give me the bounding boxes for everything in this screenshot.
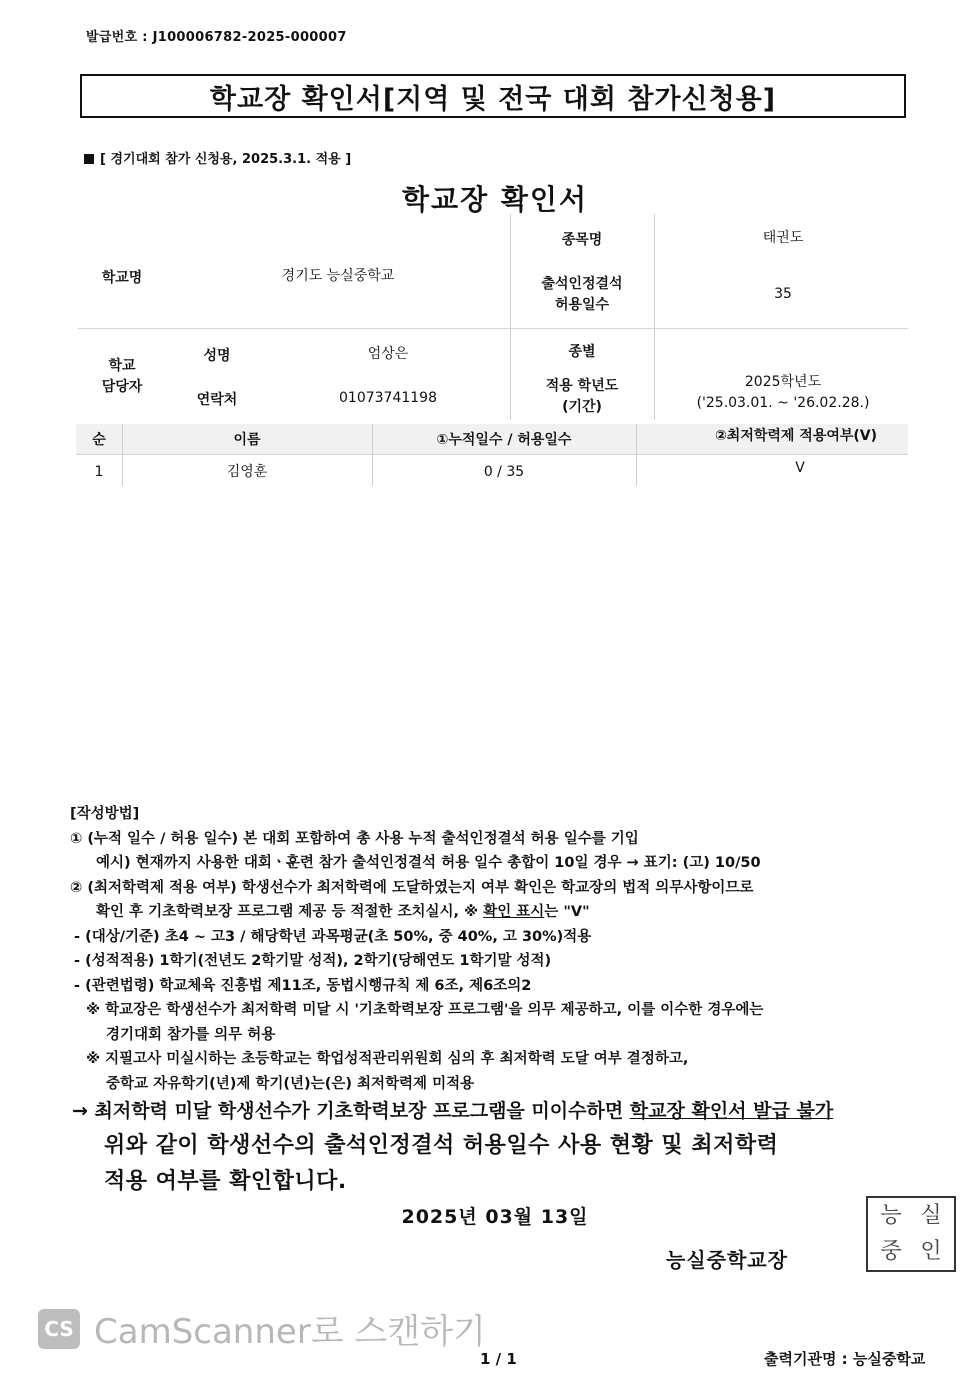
subnote-text: [ 경기대회 참가 신청용, 2025.3.1. 적용 ] <box>100 152 352 167</box>
guide-line: ※ 학교장은 학생선수가 최저학력 미달 시 '기초학력보장 프로그램'을 의무 제공하고, 이를 이수한 경우에는 <box>86 1002 764 1018</box>
divider <box>78 328 908 329</box>
subnote <box>84 148 351 167</box>
year-value: 2025학년도 ('25.03.01. ~ '26.02.28.) <box>696 374 870 411</box>
guide-line: → 최저학력 미달 학생선수가 기초학력보장 프로그램을 미이수하면 학교장 확인서 발급 불가 <box>72 1100 834 1122</box>
seal-stamp-icon: 능 실 중 인 <box>866 1196 956 1272</box>
issue-number: 발급번호 : J100006782-2025-000007 <box>86 30 347 45</box>
student-list-table <box>76 424 908 486</box>
contact-label: 연락처 <box>196 392 238 408</box>
guide-heading: [작성방법] <box>70 806 140 822</box>
watermark-text: CamScanner로 스캔하기 <box>94 1312 486 1352</box>
row-no: 1 <box>94 464 104 480</box>
document-title: 학교장 확인서 <box>401 183 589 216</box>
guide-line: - (성적적용) 1학기(전년도 2학기말 성적), 2학기(당해연도 1학기말 성적) <box>74 953 552 969</box>
manager-label: 학교 담당자 <box>101 358 143 395</box>
signer: 능실중학교장 <box>666 1248 788 1272</box>
guide-line: ② (최저학력제 적용 여부) 학생선수가 최저학력에 도달하였는지 여부 확인은 학교장의 법적 의무사항이므로 <box>70 879 754 896</box>
school-label: 학교명 <box>101 270 143 286</box>
guide-line: ① (누적 일수 / 허용 일수) 본 대회 포함하여 총 사용 누적 출석인정결석 허용 일수를 기입 <box>70 830 639 847</box>
row-check: V <box>795 460 805 476</box>
allowed-days-label: 출석인정결석 허용일수 <box>541 276 623 313</box>
school-value: 경기도 능실중학교 <box>281 268 395 284</box>
row-name: 김영훈 <box>226 464 268 480</box>
guide-line: - (관련법령) 학교체육 진흥법 제11조, 동법시행규칙 제 6조, 제6조의2 <box>74 977 532 994</box>
name-label: 성명 <box>203 348 231 364</box>
contact-value: 01073741198 <box>339 390 437 406</box>
guide-line: 예시) 현재까지 사용한 대회ㆍ훈련 참가 출석인정결석 허용 일수 총합이 10일 경우 → 표기: (고) 10/50 <box>96 855 761 871</box>
col-header-check: ②최저학력제 적용여부(V) <box>714 428 878 444</box>
square-bullet-icon <box>84 154 94 164</box>
writing-guide <box>70 802 950 1126</box>
row-days: 0 / 35 <box>483 464 525 480</box>
level-label: 종별 <box>568 344 596 360</box>
col-header-name: 이름 <box>233 432 261 448</box>
divider <box>654 214 655 420</box>
divider <box>76 454 908 455</box>
col-header-no: 순 <box>92 432 106 448</box>
guide-line: - (대상/기준) 초4 ~ 고3 / 해당학년 과목평균(초 50%, 중 40%, 고 30%)적용 <box>74 928 592 945</box>
info-table <box>78 214 908 420</box>
guide-line: 경기대회 참가를 의무 허용 <box>106 1026 276 1043</box>
camscanner-watermark <box>38 1304 486 1353</box>
header-title: 학교장 확인서[지역 및 전국 대회 참가신청용] <box>80 74 906 118</box>
guide-line: 중학교 자유학기(년)제 학기(년)는(은) 최저학력제 미적용 <box>106 1075 475 1092</box>
name-value: 엄상은 <box>367 346 409 362</box>
year-label: 적용 학년도 (기간) <box>545 378 619 415</box>
page-number: 1 / 1 <box>480 1350 517 1368</box>
camscanner-logo-icon: CS <box>38 1309 80 1349</box>
guide-line: 확인 후 기초학력보장 프로그램 제공 등 적절한 조치실시, ※ 확인 표시는 "V" <box>96 904 590 920</box>
issue-date: 2025년 03월 13일 <box>401 1206 589 1228</box>
event-value: 태권도 <box>762 230 804 246</box>
col-header-days: ①누적일수 / 허용일수 <box>436 432 572 448</box>
guide-line: ※ 지필고사 미실시하는 초등학교는 학업성적관리위원회 심의 후 최저학력 도달 여부 결정하고, <box>86 1051 689 1067</box>
event-label: 종목명 <box>561 232 603 248</box>
issuer: 출력기관명 : 능실중학교 <box>764 1350 926 1368</box>
confirmation-text: 위와 같이 학생선수의 출석인정결석 허용일수 사용 현황 및 최저학력 적용 여부를 확인합니다. <box>104 1133 779 1194</box>
allowed-days-value: 35 <box>774 286 792 302</box>
